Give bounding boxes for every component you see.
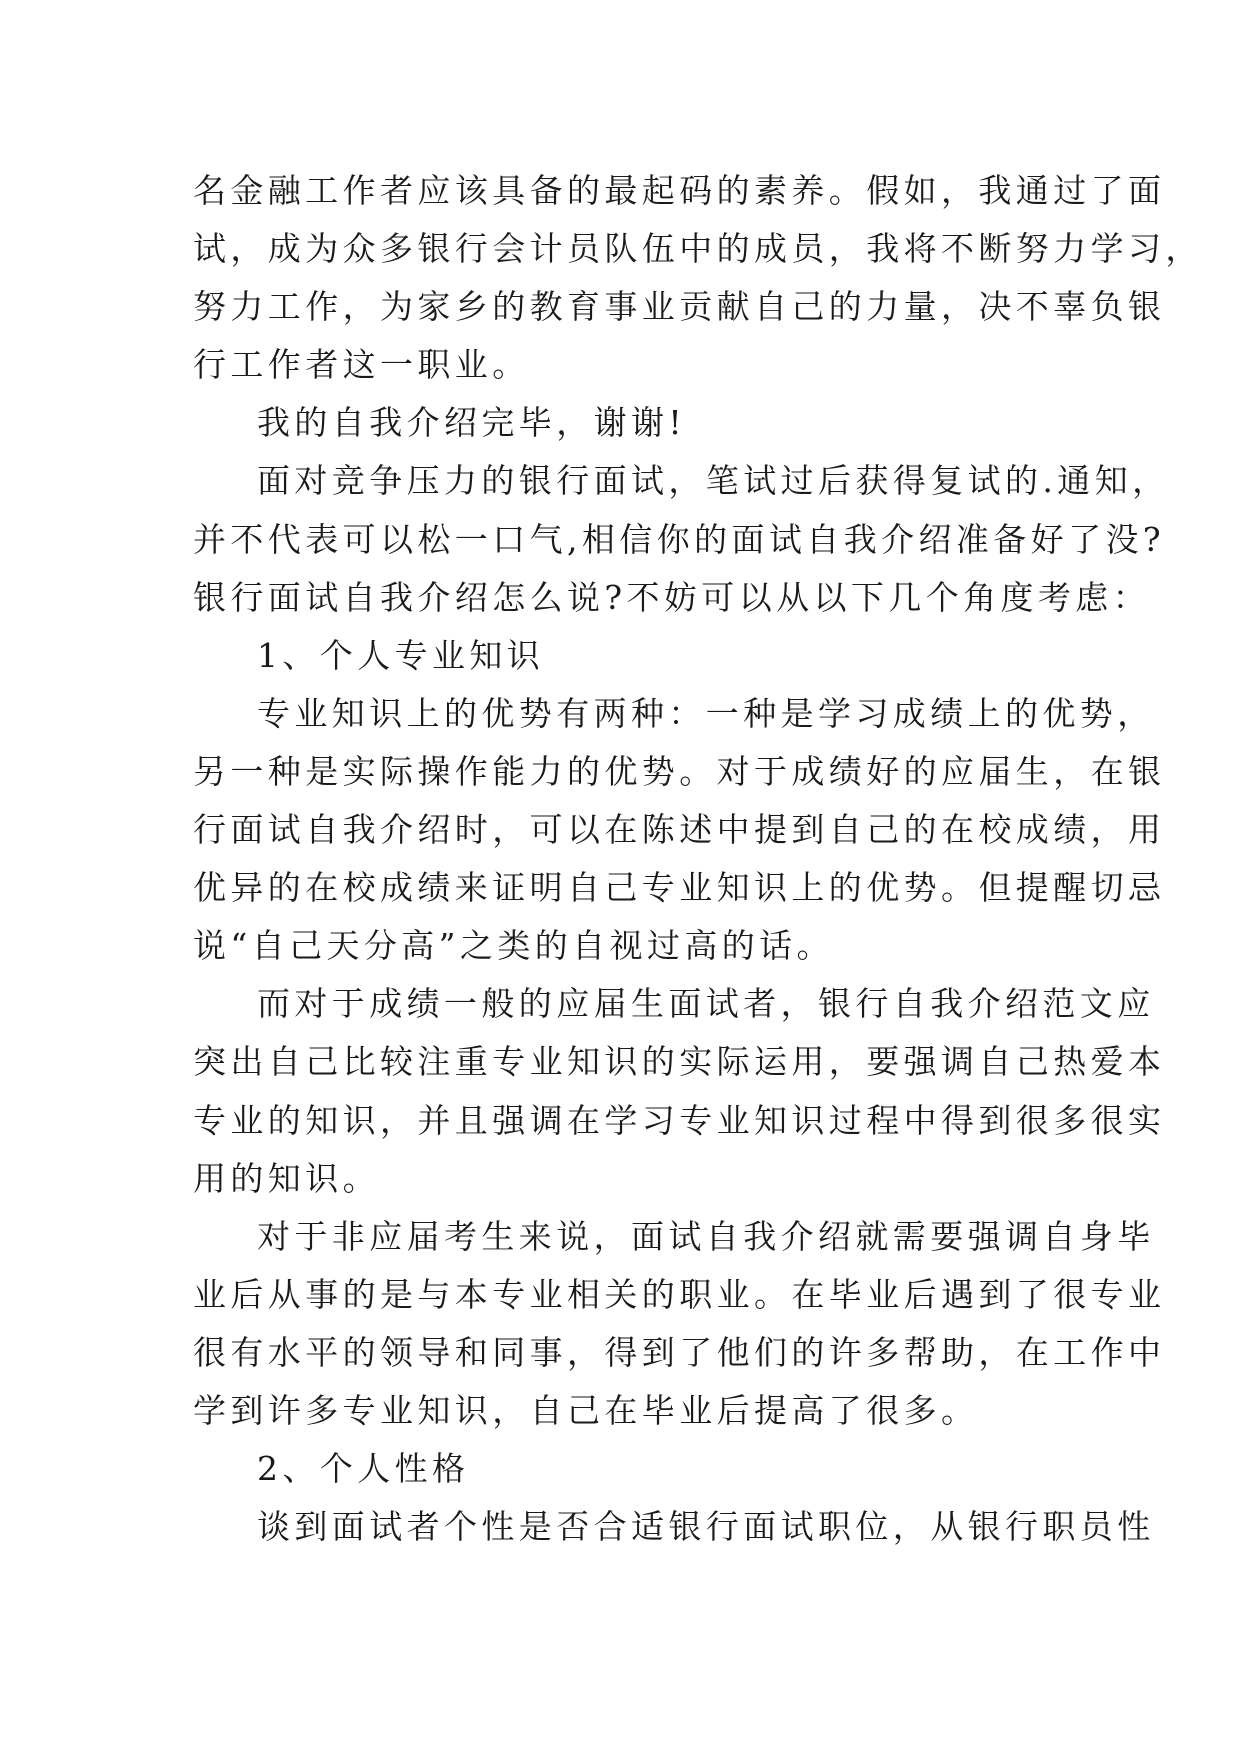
text-line: 说“自己天分高”之类的自视过高的话。 [193,926,834,966]
text-line: 并不代表可以松一口气,相信你的面试自我介绍准备好了没? [193,519,1165,559]
text-line: 业后从事的是与本专业相关的职业。在毕业后遇到了很专业 [193,1274,1166,1314]
text-line: 谈到面试者个性是否合适银行面试职位，从银行职员性 [257,1507,1155,1547]
text-line: 对于非应届考生来说，面试自我介绍就需要强调自身毕 [257,1216,1155,1256]
text-line: 而对于成绩一般的应届生面试者，银行自我介绍范文应 [257,984,1155,1024]
text-line: 我的自我介绍完毕，谢谢! [257,403,687,443]
text-line: 名金融工作者应该具备的最起码的素养。假如，我通过了面 [193,171,1166,210]
text-line: 另一种是实际操作能力的优势。对于成绩好的应届生，在银 [193,751,1166,791]
text-line: 专业知识上的优势有两种：一种是学习成绩上的优势， [257,693,1155,733]
text-line: 面对竞争压力的银行面试，笔试过后获得复试的.通知， [257,461,1170,501]
text-line: 银行面试自我介绍怎么说?不妨可以从以下几个角度考虑： [193,577,1151,617]
text-line: 用的知识。 [193,1158,380,1198]
text-line: 专业的知识，并且强调在学习专业知识过程中得到很多很实 [193,1100,1166,1140]
text-line: 学到许多专业知识，自己在毕业后提高了很多。 [193,1390,979,1430]
text-line: 2、个人性格 [257,1449,470,1489]
body-text [193,162,1203,1556]
text-line: 突出自己比较注重专业知识的实际运用，要强调自己热爱本 [193,1042,1166,1082]
text-line: 行工作者这一职业。 [193,345,530,385]
text-line: 优异的在校成绩来证明自己专业知识上的优势。但提醒切忌 [193,868,1166,908]
text-line: 行面试自我介绍时，可以在陈述中提到自己的在校成绩，用 [193,810,1166,850]
text-line: 试，成为众多银行会计员队伍中的成员，我将不断努力学习， [193,229,1203,269]
text-line: 努力工作，为家乡的教育事业贡献自己的力量，决不辜负银 [193,287,1166,327]
text-line: 很有水平的领导和同事，得到了他们的许多帮助，在工作中 [193,1332,1166,1372]
text-line: 1、个人专业知识 [257,635,545,675]
